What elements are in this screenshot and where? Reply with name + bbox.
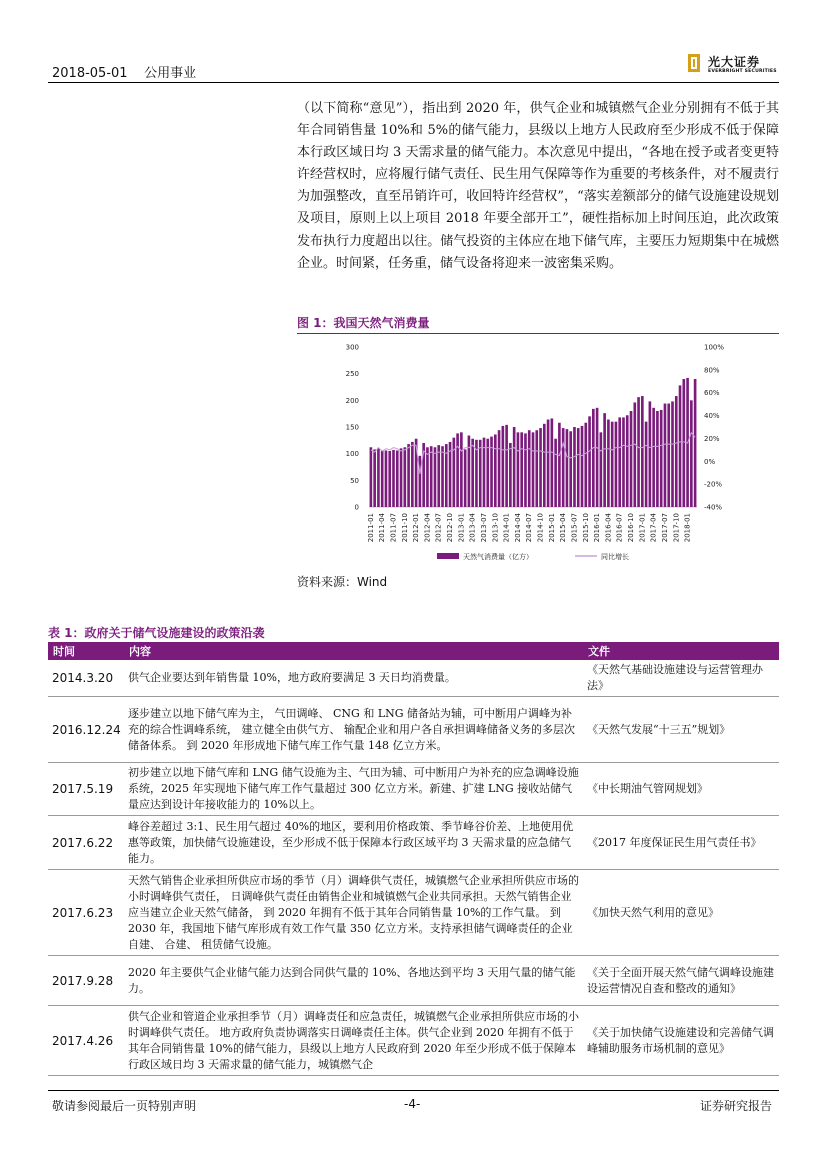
table-row	[48, 660, 779, 697]
bar	[633, 402, 636, 507]
row-document: 《2017 年度保证民生用气责任书》	[583, 816, 779, 870]
table-row	[48, 816, 779, 870]
x-tick-label: 2013-10	[491, 513, 500, 543]
bar	[664, 404, 667, 507]
x-tick-label: 2011-01	[366, 513, 375, 543]
bar	[460, 432, 463, 507]
row-content: 天然气销售企业承担所供应市场的季节（月）调峰供气责任，城镇燃气企业承担所供应市场的小时调峰供气责任， 日调峰供气责任由销售企业和城镇燃气企业共同承担。天然气销售企业应当建立企业天然气储备， 到 2020 年拥有不低于其年合同销售量 10%的工作气量。 到 2030 年，我国地下储气库形成有效工作气量 350 亿立方米。支持承担储气调峰责任的企业自建、 合建、 租赁储气设施。	[124, 870, 583, 956]
bar	[569, 431, 572, 507]
bar	[381, 450, 384, 507]
x-tick-label: 2014-01	[502, 513, 511, 543]
bar	[502, 426, 505, 507]
bar	[396, 450, 399, 507]
bar	[671, 401, 674, 507]
bar	[517, 432, 520, 507]
x-tick-label: 2017-07	[660, 513, 669, 543]
legend-bar-label: 天然气消费量（亿方）	[463, 553, 533, 561]
bar	[392, 450, 395, 507]
figure-title: 图 1：我国天然气消费量	[297, 316, 430, 330]
row-document: 《中长期油气管网规划》	[583, 763, 779, 816]
y-right-tick-label: 0%	[704, 457, 716, 466]
row-date: 2017.6.22	[48, 816, 124, 870]
bar	[547, 420, 550, 507]
policy-table	[48, 642, 779, 1076]
bar	[652, 408, 655, 507]
bar	[645, 422, 648, 507]
row-date: 2017.6.23	[48, 870, 124, 956]
figure-rule	[297, 333, 779, 334]
bar	[373, 449, 376, 507]
x-tick-label: 2015-04	[559, 513, 568, 543]
table-row	[48, 870, 779, 956]
legend-bar-swatch	[437, 553, 459, 559]
x-tick-label: 2012-01	[412, 513, 421, 543]
bar	[441, 446, 444, 507]
row-document: 《天然气基础设施建设与运营管理办法》	[583, 660, 779, 697]
y-left-tick-label: 50	[350, 476, 359, 485]
bar	[667, 404, 670, 507]
page-number: -4-	[404, 1097, 421, 1111]
bar	[581, 426, 584, 507]
bar	[611, 422, 614, 507]
x-tick-label: 2011-07	[389, 513, 398, 543]
bar	[596, 408, 599, 507]
bar	[471, 439, 474, 507]
footer-report-type: 证券研究报告	[700, 1099, 773, 1113]
bar	[524, 433, 527, 507]
bar	[411, 442, 414, 507]
bar	[388, 451, 391, 507]
bar	[551, 418, 554, 507]
bar	[377, 448, 380, 507]
table-row	[48, 763, 779, 816]
report-date: 2018-05-01	[52, 66, 128, 81]
row-date: 2014.3.20	[48, 660, 124, 697]
bar	[626, 415, 629, 507]
bar	[400, 448, 403, 507]
y-left-tick-label: 300	[345, 343, 359, 352]
table-row	[48, 1006, 779, 1076]
bar	[464, 449, 467, 507]
bar	[603, 413, 606, 507]
bar	[679, 385, 682, 507]
bar	[430, 446, 433, 507]
y-left-tick-label: 150	[345, 423, 359, 432]
bar	[513, 427, 516, 507]
bar	[456, 433, 459, 507]
x-tick-label: 2016-04	[604, 513, 613, 543]
bar	[618, 417, 621, 507]
bar	[649, 401, 652, 507]
x-tick-label: 2016-01	[593, 513, 602, 543]
y-right-tick-label: 80%	[704, 366, 720, 375]
logo-name-cn: 光大证券	[708, 55, 761, 69]
table-title: 表 1：政府关于储气设施建设的政策沿袭	[48, 626, 265, 640]
x-tick-label: 2017-01	[638, 513, 647, 543]
bar	[641, 396, 644, 507]
logo-icon	[686, 52, 704, 74]
legend-line-label: 同比增长	[601, 553, 629, 561]
header-rule	[48, 82, 779, 83]
bar	[660, 410, 663, 507]
bar	[426, 447, 429, 507]
bar	[592, 409, 595, 507]
header-document: 文件	[583, 642, 779, 660]
x-tick-label: 2012-07	[434, 513, 443, 543]
bar	[539, 428, 542, 507]
bar	[479, 440, 482, 507]
x-tick-label: 2012-10	[446, 513, 455, 543]
bar	[509, 443, 512, 507]
bar	[407, 444, 410, 507]
x-tick-label: 2015-10	[581, 513, 590, 543]
row-content: 供气企业和管道企业承担季节（月）调峰责任和应急责任，城镇燃气企业承担所供应市场的小时调峰供气责任。 地方政府负责协调落实日调峰责任主体。供气企业到 2020 年拥有不低于其年合同销售量 10%的储气能力，县级以上地方人民政府到 2020 年至少形成不低于保障本行政区域日均 3 天需求量的储气能力，城镇燃气企	[124, 1006, 583, 1076]
bar	[607, 420, 610, 507]
y-right-tick-label: 40%	[704, 412, 720, 421]
x-tick-label: 2012-04	[423, 513, 432, 543]
x-tick-label: 2016-07	[615, 513, 624, 543]
bar	[577, 428, 580, 507]
row-document: 《关于加快储气设施建设和完善储气调峰辅助服务市场机制的意见》	[583, 1006, 779, 1076]
row-document: 《天然气发展“十三五”规划》	[583, 697, 779, 763]
row-content: 逐步建立以地下储气库为主， 气田调峰、 CNG 和 LNG 储备站为辅，可中断用户调峰为补充的综合性调峰系统， 建立健全由供气方、 输配企业和用户各自承担调峰储备义务的多层次储备体系。 到 2020 年形成地下储气库工作气量 148 亿立方米。	[124, 697, 583, 763]
x-tick-label: 2014-10	[536, 513, 545, 543]
x-tick-label: 2013-04	[468, 513, 477, 543]
bar	[600, 432, 603, 507]
bar	[434, 447, 437, 507]
row-document: 《关于全面开展天然气储气调峰设施建设运营情况自查和整改的通知》	[583, 956, 779, 1006]
bar	[584, 423, 587, 507]
x-tick-label: 2017-04	[649, 513, 658, 543]
report-sector: 公用事业	[144, 66, 197, 81]
bar	[615, 422, 618, 507]
row-date: 2016.12.24	[48, 697, 124, 763]
bar	[532, 432, 535, 507]
y-right-tick-label: 100%	[704, 343, 725, 352]
row-content: 峰谷差超过 3:1、民生用气超过 40%的地区，要利用价格政策、季节峰谷价差、上地使用优惠等政策，加快储气设施建设，至少形成不低于保障本行政区域平均 3 天需求量的应急储气能力。	[124, 816, 583, 870]
bar	[535, 430, 538, 507]
bar	[558, 423, 561, 507]
bar	[637, 397, 640, 507]
row-content: 供气企业要达到年销售量 10%，地方政府要满足 3 天日均消费量。	[124, 660, 583, 697]
bar	[505, 425, 508, 507]
y-right-tick-label: -20%	[704, 480, 723, 489]
y-left-tick-label: 100	[345, 450, 359, 459]
y-right-tick-label: -40%	[704, 503, 723, 512]
row-date: 2017.5.19	[48, 763, 124, 816]
bar	[682, 379, 685, 507]
figure-source: 资料来源：Wind	[297, 575, 388, 589]
bar	[588, 416, 591, 507]
x-tick-label: 2018-01	[683, 513, 692, 543]
bar	[554, 439, 557, 507]
table-row	[48, 697, 779, 763]
x-tick-label: 2011-10	[400, 513, 409, 543]
bar	[486, 439, 489, 507]
footer-disclaimer: 敬请参阅最后一页特别声明	[52, 1099, 197, 1113]
x-tick-label: 2015-07	[570, 513, 579, 543]
x-tick-label: 2013-07	[479, 513, 488, 543]
bar	[520, 432, 523, 507]
bar	[566, 429, 569, 507]
bar	[630, 411, 633, 507]
broker-logo	[686, 52, 778, 78]
row-document: 《加快天然气利用的意见》	[583, 870, 779, 956]
bar	[468, 436, 471, 507]
bar	[694, 379, 697, 507]
bar	[453, 438, 456, 507]
row-date: 2017.9.28	[48, 956, 124, 1006]
header-content: 内容	[124, 642, 583, 660]
bar	[370, 447, 373, 507]
bar	[690, 400, 693, 507]
bar	[675, 396, 678, 507]
logo-name-en: EVERBRIGHT SECURITIES	[708, 69, 777, 74]
y-left-tick-label: 250	[345, 370, 359, 379]
bar	[403, 447, 406, 507]
footer-rule	[48, 1090, 779, 1091]
bar	[622, 417, 625, 507]
x-tick-label: 2013-01	[457, 513, 466, 543]
y-left-tick-label: 200	[345, 396, 359, 405]
x-tick-label: 2011-04	[378, 513, 387, 543]
bar	[528, 430, 531, 507]
bar	[385, 450, 388, 507]
y-right-tick-label: 60%	[704, 389, 720, 398]
y-right-tick-label: 20%	[704, 434, 720, 443]
x-tick-label: 2017-10	[672, 513, 681, 543]
x-tick-label: 2014-04	[513, 513, 522, 543]
bar	[437, 445, 440, 507]
bar	[562, 428, 565, 507]
row-date: 2017.4.26	[48, 1006, 124, 1076]
bar	[656, 411, 659, 507]
x-tick-label: 2016-10	[627, 513, 636, 543]
row-content: 初步建立以地下储气库和 LNG 储气设施为主、气田为辅、可中断用户为补充的应急调峰设施系统，2025 年实现地下储气库工作气量超过 300 亿立方米。新建、扩建 LNG 接收站储气量应达到设计年接收能力的 10%以上。	[124, 763, 583, 816]
body-paragraph: （以下简称“意见”），指出到 2020 年，供气企业和城镇燃气企业分别拥有不低于其年合同销售量 10%和 5%的储气能力，县级以上地方人民政府至少形成不低于保障本行政区域日均 3 天需求量的储气能力。本次意见中提出，“各地在授予或者变更特许经营权时，应将履行储气责任、民生用气保障等作为重要的考核条件，对不履责行为加强整改，直至吊销许可，收回特许经营权”，“落实差额部分的储气设施建设规划及项目，原则上以上项目 2018 年要全部开工”，硬性指标加上时间压迫，此次政策发布执行力度超出以往。储气投资的主体应在地下储气库，主要压力短期集中在城燃企业。时间紧，任务重，储气设备将迎来一波密集采购。	[297, 101, 779, 271]
y-left-tick-label: 0	[354, 503, 359, 512]
table-row	[48, 956, 779, 1006]
report-header	[52, 62, 196, 81]
gas-consumption-chart	[297, 336, 779, 574]
bar	[573, 427, 576, 507]
x-tick-label: 2015-01	[547, 513, 556, 543]
bar	[494, 434, 497, 507]
x-tick-label: 2014-07	[525, 513, 534, 543]
bar	[498, 430, 501, 507]
table-header-row	[48, 642, 779, 660]
header-date: 时间	[48, 642, 124, 660]
bar	[543, 424, 546, 507]
row-content: 2020 年主要供气企业储气能力达到合同供气量的 10%、各地达到平均 3 天用气量的储气能力。	[124, 956, 583, 1006]
